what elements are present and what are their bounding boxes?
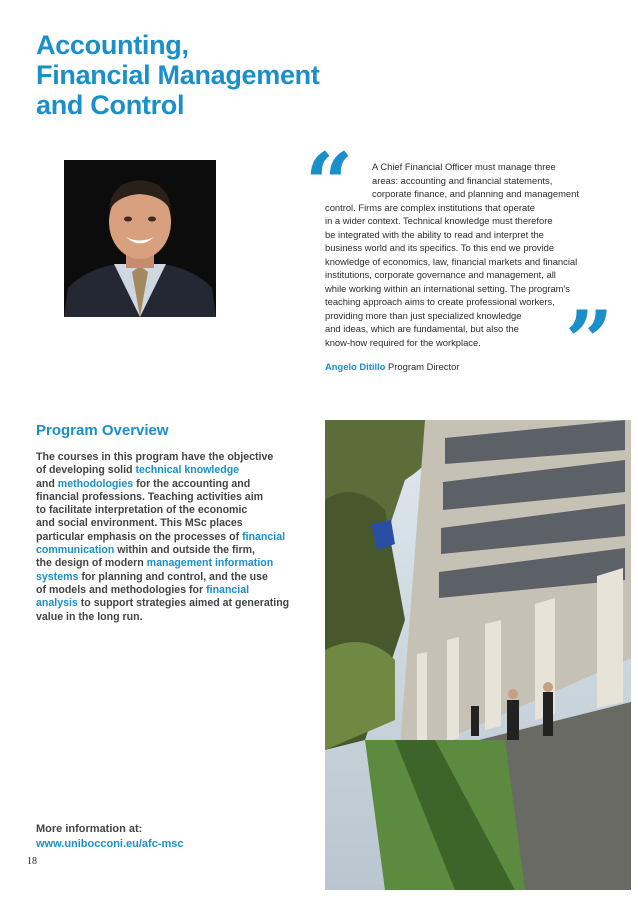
overview-line bbox=[36, 571, 321, 584]
overview-line bbox=[36, 611, 321, 624]
overview-line bbox=[36, 517, 321, 530]
overview-text-segment: for planning and control, and the use bbox=[78, 570, 268, 583]
highlighted-term: financial bbox=[242, 530, 286, 543]
highlighted-term: communication bbox=[36, 544, 115, 557]
quote-line: business world and its specifics. To this end we provide bbox=[325, 242, 555, 253]
director-name: Angelo Ditillo bbox=[325, 361, 386, 372]
highlighted-term: methodologies bbox=[57, 477, 134, 490]
quote-line: control. Firms are complex institutions that operate bbox=[325, 201, 535, 213]
quote-attribution bbox=[325, 361, 459, 372]
quote-line: teaching approach aims to create professional workers, bbox=[325, 296, 555, 307]
title-line: Financial Management bbox=[36, 60, 320, 90]
quote-line: know-how required for the workplace. bbox=[325, 336, 481, 348]
quote-line: areas: accounting and financial statements, bbox=[372, 174, 553, 186]
page-number: 18 bbox=[27, 856, 37, 867]
overview-text-segment: value in the long run. bbox=[36, 610, 143, 623]
quote-line: A Chief Financial Officer must manage three bbox=[372, 161, 556, 172]
highlighted-term: systems bbox=[36, 570, 79, 583]
program-overview-text bbox=[36, 451, 321, 624]
close-quote-mark: ” bbox=[565, 292, 614, 391]
more-information bbox=[36, 822, 184, 852]
program-overview-heading: Program Overview bbox=[36, 422, 169, 439]
highlighted-term: management information bbox=[146, 557, 274, 570]
overview-line bbox=[36, 597, 321, 610]
overview-text-segment: of developing solid bbox=[36, 464, 136, 477]
highlighted-term: analysis bbox=[36, 597, 78, 610]
overview-line bbox=[36, 584, 321, 597]
overview-text-segment: financial professions. Teaching activities aim bbox=[36, 490, 264, 503]
quote-line: institutions, corporate governance and management, all bbox=[325, 269, 556, 280]
overview-text-segment: The courses in this program have the objective bbox=[36, 451, 274, 463]
quote-line: while working within an international setting. The program's bbox=[325, 282, 570, 294]
overview-line bbox=[36, 531, 321, 544]
quote-line: and ideas, which are fundamental, but also the bbox=[325, 323, 519, 334]
overview-text-segment: for the accounting and bbox=[133, 477, 251, 490]
title-line: Accounting, bbox=[36, 30, 189, 60]
director-portrait bbox=[64, 160, 216, 317]
quote-line: be integrated with the ability to read and interpret the bbox=[325, 228, 544, 240]
overview-line bbox=[36, 451, 321, 464]
overview-line bbox=[36, 544, 321, 557]
page-title bbox=[36, 30, 320, 120]
quote-line: in a wider context. Technical knowledge must therefore bbox=[325, 215, 553, 226]
more-info-label: More information at: bbox=[36, 823, 143, 835]
overview-text-segment: of models and methodologies for bbox=[36, 583, 207, 596]
highlighted-term: financial bbox=[206, 583, 250, 596]
quote-line: knowledge of economics, law, financial markets and financial bbox=[325, 255, 578, 267]
overview-line bbox=[36, 491, 321, 504]
overview-text-segment: within and outside the firm, bbox=[114, 544, 255, 557]
highlighted-term: technical knowledge bbox=[135, 464, 240, 477]
overview-line bbox=[36, 504, 321, 517]
overview-text-segment: and social environment. This MSc places bbox=[36, 517, 243, 530]
quote-line: providing more than just specialized knowledge bbox=[325, 309, 522, 321]
overview-text-segment: particular emphasis on the processes of bbox=[36, 530, 243, 543]
title-line: and Control bbox=[36, 90, 185, 120]
program-url-link[interactable]: www.unibocconi.eu/afc-msc bbox=[36, 838, 184, 850]
overview-text-segment: to support strategies aimed at generating bbox=[77, 597, 290, 610]
open-quote-mark: “ bbox=[305, 134, 354, 233]
overview-line bbox=[36, 478, 321, 491]
campus-building-photo bbox=[325, 420, 631, 890]
overview-text-segment: and bbox=[36, 477, 58, 490]
overview-text-segment: to facilitate interpretation of the economic bbox=[36, 504, 248, 517]
director-role: Program Director bbox=[388, 361, 460, 372]
quote-line: corporate finance, and planning and management bbox=[372, 188, 579, 199]
overview-text-segment: the design of modern bbox=[36, 557, 147, 570]
overview-line bbox=[36, 557, 321, 570]
overview-line bbox=[36, 464, 321, 477]
